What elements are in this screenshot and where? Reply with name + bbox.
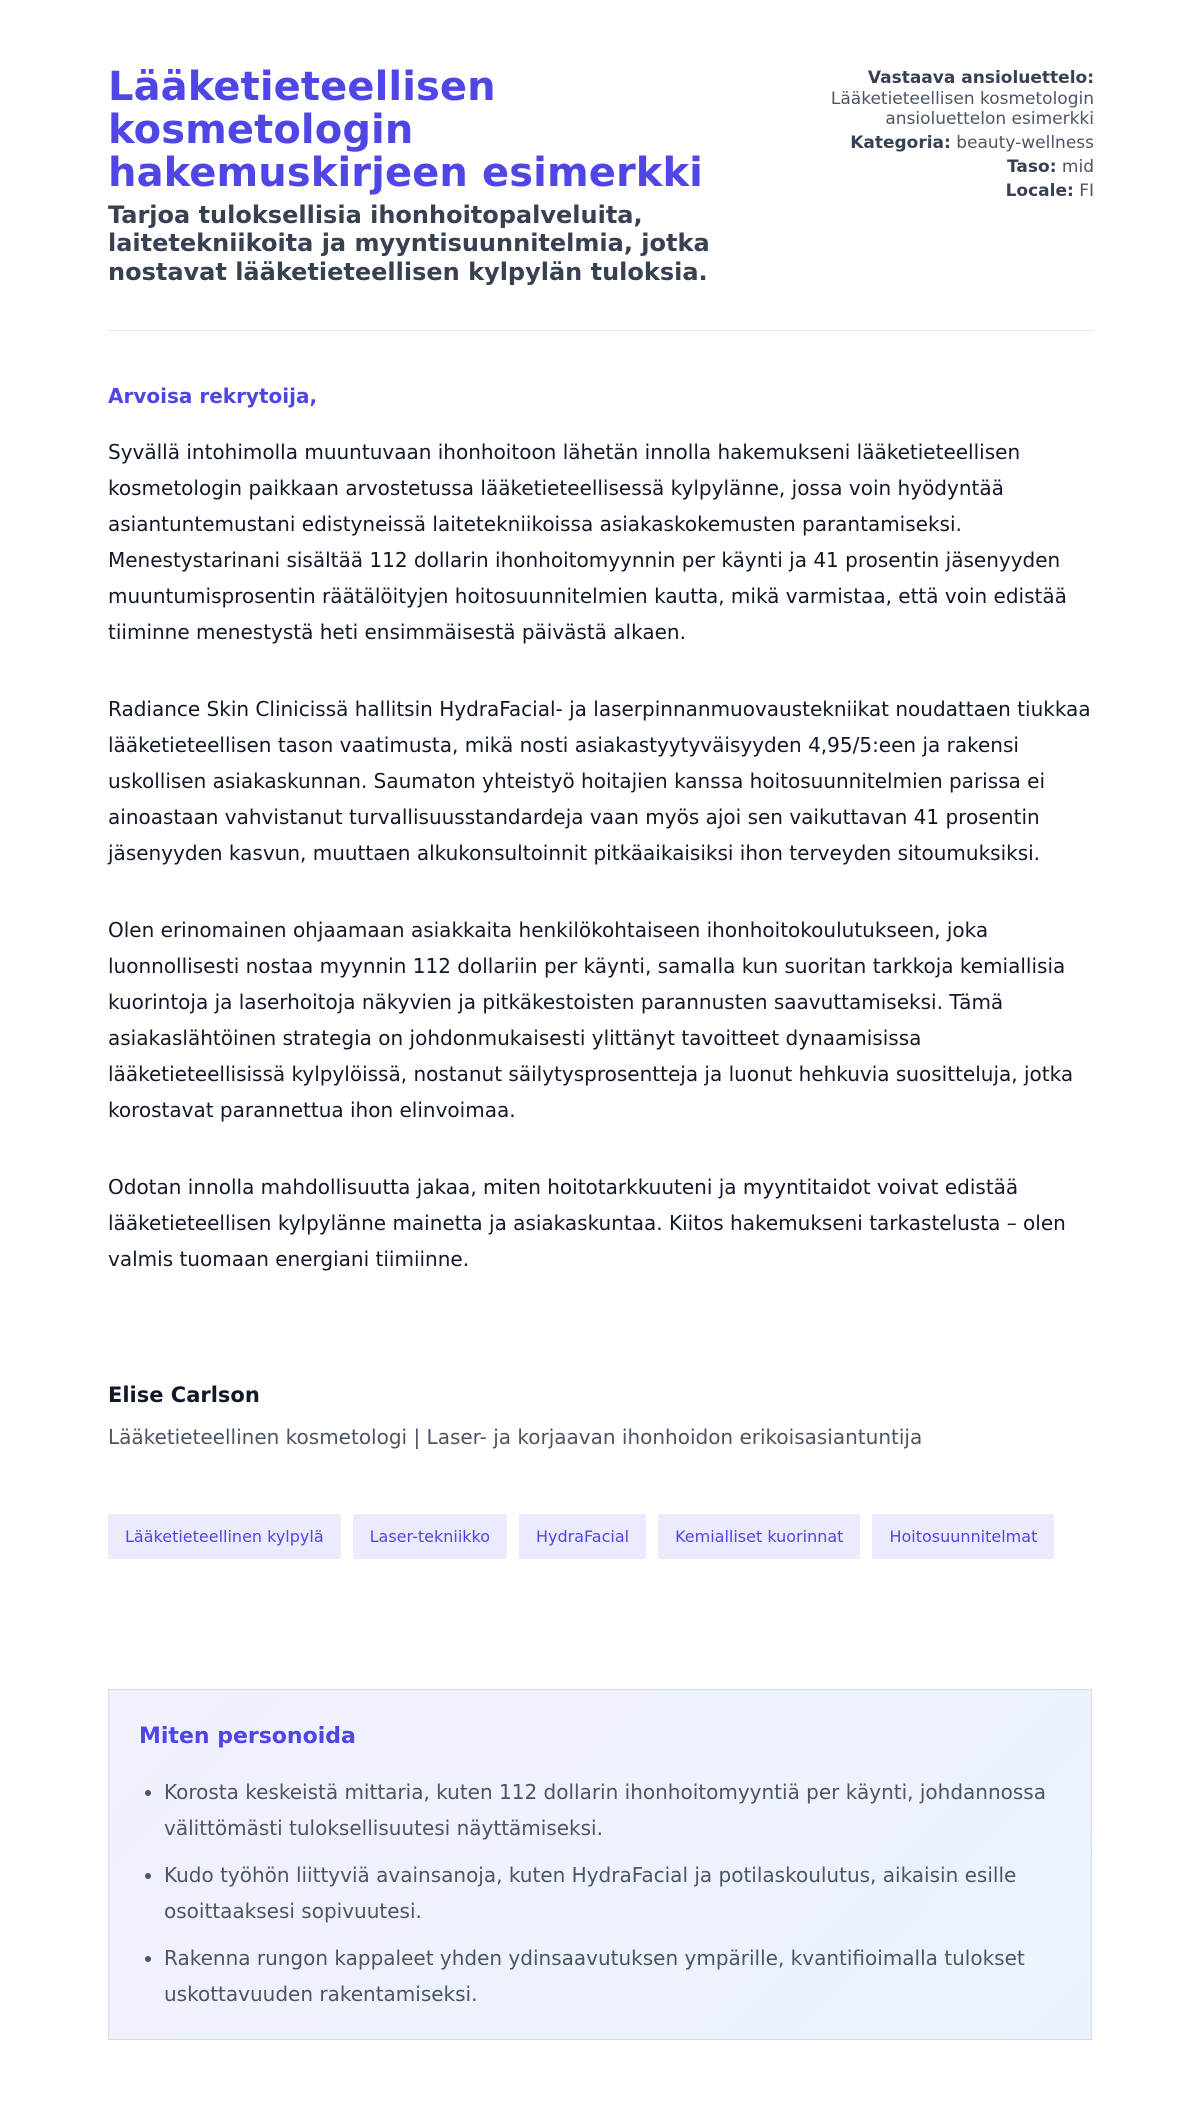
meta-category-label: Kategoria: (850, 133, 951, 154)
salutation: Arvoisa rekrytoija, (108, 384, 318, 408)
signature-title: Lääketieteellinen kosmetologi | Laser- ja korjaavan ihonhoidon erikoisasiantuntija (108, 1425, 923, 1450)
meta-level (785, 157, 1094, 178)
page-title: Lääketieteellisen kosmetologin hakemuskirjeen esimerkki (108, 64, 703, 197)
meta-resume-link[interactable]: Lääketieteellisen kosmetologin ansioluettelon esimerkki (830, 88, 1094, 130)
tip-item: • Korosta keskeistä mittaria, kuten 112 dollarin ihonhoitomyyntiä per käynti, johdannossa välittömästi tuloksellisuutesi näyttämiseksi. (164, 1774, 1064, 1846)
tag-chip[interactable]: Kemialliset kuorinnat (658, 1514, 860, 1559)
signature-name: Elise Carlson (108, 1383, 260, 1407)
meta-level-label: Taso: (1007, 156, 1057, 177)
personalization-tips-box (108, 1689, 1092, 2040)
letter-paragraph: Syvällä intohimolla muuntuvaan ihonhoitoon lähetän innolla hakemukseni lääketieteellisen kosmetologin paikkaan arvostetussa lääketieteellisessä kylpylänne, jossa voin hyödyntää asiantuntemustani edistyneissä laitetekniikoissa asiakaskokemusten parantamiseksi. Menestystarinani sisältää 112 dollarin ihonhoitomyynnin per käynti ja 41 prosentin jäsenyyden muuntumisprosentin räätälöityjen hoitosuunnitelmien kautta, mikä varmistaa, että voin edistää tiiminne menestystä heti ensimmäisestä päivästä alkaen. (108, 440, 1067, 644)
meta-resume-label: Vastaava ansioluettelo: (867, 68, 1094, 88)
tag-chip[interactable]: Lääketieteellinen kylpylä (108, 1514, 341, 1559)
tip-item: • Kudo työhön liittyviä avainsanoja, kuten HydraFacial ja potilaskoulutus, aikaisin esille osoittaaksesi sopivuutesi. (164, 1857, 1064, 1929)
meta-level-value: mid (1061, 156, 1094, 177)
page-header (108, 66, 1094, 286)
letter-paragraph: Olen erinomainen ohjaamaan asiakkaita henkilökohtaiseen ihonhoitokoulutukseen, joka luonnollisesti nostaa myynnin 112 dollariin per käynti, samalla kun suoritan tarkkoja kemiallisia kuorintoja ja laserhoitoja näkyvien ja pitkäkestoisten parannusten saavuttamiseksi. Tämä asiakaslähtöinen strategia on johdonmukaisesti ylittänyt tavoitteet dynaamisissa lääketieteellisissä kylpylöissä, nostanut säilytysprosentteja ja luonut hehkuvia suositteluja, jotka korostavat parannettua ihon elinvoimaa. (108, 918, 1074, 1122)
tips-title: Miten personoida (139, 1724, 356, 1749)
meta-locale (785, 181, 1094, 202)
meta-locale-value: FI (1079, 180, 1094, 201)
meta-locale-label: Locale: (1005, 180, 1074, 201)
header-text (108, 66, 785, 286)
tag-chip[interactable]: Laser-tekniikko (353, 1514, 507, 1559)
signature-block (108, 1383, 1094, 1450)
tag-chip[interactable]: HydraFacial (519, 1514, 646, 1559)
letter-body (108, 384, 1094, 1277)
meta-resume (785, 68, 1094, 130)
meta-category (785, 133, 1094, 154)
letter-paragraph: Radiance Skin Clinicissä hallitsin HydraFacial- ja laserpinnanmuovaustekniikat noudattaen tiukkaa lääketieteellisen tason vaatimusta, mikä nosti asiakastyytyväisyyden 4,95/5:een ja rakensi uskollisen asiakaskunnan. Saumaton yhteistyö hoitajien kanssa hoitosuunnitelmien parissa ei ainoastaan vahvistanut turvallisuusstandardeja vaan myös ajoi sen vaikuttavan 41 prosentin jäsenyyden kasvun, muuttaen alkukonsultoinnit pitkäaikaisiksi ihon terveyden sitoumuksiksi. (108, 697, 1091, 865)
meta-panel (785, 68, 1094, 204)
header-divider (108, 330, 1094, 331)
header-row (108, 66, 1094, 286)
tip-item: • Rakenna rungon kappaleet yhden ydinsaavutuksen ympärille, kvantifioimalla tulokset uskottavuuden rakentamiseksi. (164, 1940, 1064, 2012)
meta-category-value: beauty-wellness (956, 133, 1094, 154)
tag-list (108, 1514, 1094, 1559)
page-subtitle: Tarjoa tuloksellisia ihonhoitopalveluita, laitetekniikoita ja myyntisuunnitelmia, jotka nostavat lääketieteellisen kylpylän tuloksia. (108, 200, 710, 286)
letter-paragraph: Odotan innolla mahdollisuutta jakaa, miten hoitotarkkuuteni ja myyntitaidot voivat edistää lääketieteellisen kylpylänne mainetta ja asiakaskuntaa. Kiitos hakemukseni tarkastelusta – olen valmis tuomaan energiani tiimiinne. (108, 1175, 1066, 1271)
tips-list (139, 1774, 1064, 2023)
tag-chip[interactable]: Hoitosuunnitelmat (872, 1514, 1054, 1559)
